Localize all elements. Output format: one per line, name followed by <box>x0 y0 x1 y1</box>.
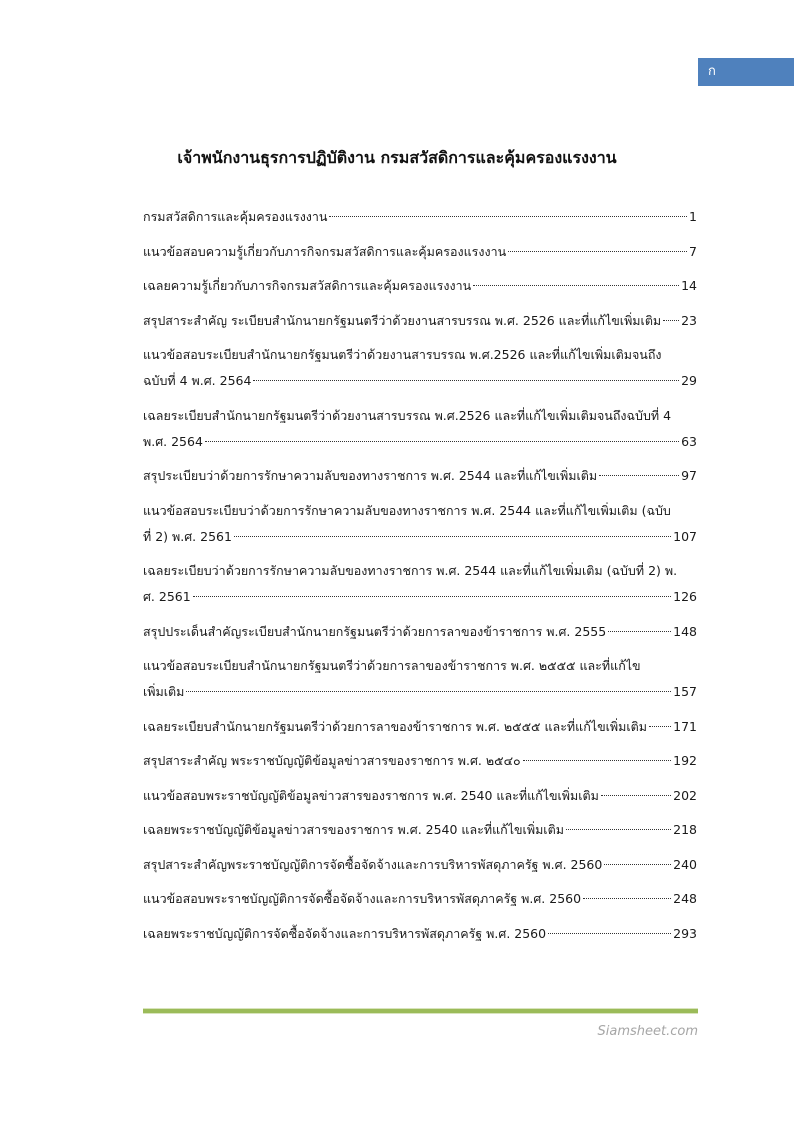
toc-entry-line <box>143 368 697 394</box>
dot-leader <box>193 596 671 597</box>
toc-page-number: 126 <box>673 589 697 604</box>
toc-entry[interactable] <box>143 308 697 334</box>
toc-entry-line <box>143 273 697 299</box>
dot-leader <box>329 216 687 217</box>
toc-page-number: 293 <box>673 925 697 941</box>
toc-page-number: 202 <box>673 787 697 803</box>
dot-leader <box>663 320 679 321</box>
dot-leader <box>604 864 671 865</box>
dot-leader <box>601 795 671 796</box>
dot-leader <box>253 380 679 381</box>
dot-leader <box>523 760 671 761</box>
toc-entry-line <box>143 619 697 645</box>
toc-page-number: 107 <box>673 528 697 544</box>
toc-entry[interactable] <box>143 619 697 645</box>
toc-entry-line <box>143 921 697 947</box>
toc-entry[interactable] <box>143 852 697 878</box>
dot-leader <box>205 441 679 442</box>
toc-entry-title: แนวข้อสอบพระราชบัญญัติการจัดซื้อจัดจ้างและการบริหารพัสดุภาครัฐ พ.ศ. 2560 <box>143 891 582 906</box>
toc-entry-line <box>143 817 697 843</box>
footer-brand: Siamsheet.com <box>597 1024 698 1039</box>
toc-entry-line <box>143 783 697 809</box>
toc-entry[interactable] <box>143 748 697 774</box>
footer-divider <box>143 1008 698 1014</box>
toc-entry-title: ที่ 2) พ.ศ. 2561 <box>143 528 232 544</box>
toc-entry-line <box>143 714 697 740</box>
page-marker: ก <box>708 64 716 79</box>
toc-entry-line <box>143 239 697 265</box>
toc-page-number: 14 <box>681 278 697 293</box>
toc-entry[interactable] <box>143 463 697 489</box>
toc-entry[interactable] <box>143 921 697 947</box>
toc-entry-line <box>143 679 697 705</box>
toc-entry-title: ศ. 2561 <box>143 589 191 604</box>
toc-entry[interactable] <box>143 817 697 843</box>
toc-entry-line <box>143 308 697 334</box>
toc-page-number: 1 <box>689 209 697 224</box>
toc-entry-title: กรมสวัสดิการและคุ้มครองแรงงาน <box>143 209 328 224</box>
dot-leader <box>548 933 671 934</box>
dot-leader <box>186 691 671 692</box>
toc-page-number: 29 <box>681 373 697 388</box>
toc-entry-title-line: เฉลยระเบียบว่าด้วยการรักษาความลับของทางราชการ พ.ศ. 2544 และที่แก้ไขเพิ่มเติม (ฉบับที่ 2) พ. <box>143 563 678 578</box>
dot-leader <box>508 251 687 252</box>
dot-leader <box>566 829 671 830</box>
page-number-tab <box>698 58 794 86</box>
toc-entry-title-line: แนวข้อสอบระเบียบว่าด้วยการรักษาความลับของทางราชการ พ.ศ. 2544 และที่แก้ไขเพิ่มเติม (ฉบับ <box>143 502 671 518</box>
toc-entry-line <box>143 204 697 230</box>
toc-entry-line <box>143 429 697 455</box>
toc-entry[interactable] <box>143 403 697 455</box>
toc-page-number: 157 <box>673 684 697 699</box>
table-of-contents <box>143 204 697 955</box>
dot-leader <box>649 726 671 727</box>
toc-entry-title: ฉบับที่ 4 พ.ศ. 2564 <box>143 373 252 388</box>
toc-entry-line <box>143 524 697 550</box>
toc-entry-title: พ.ศ. 2564 <box>143 433 203 449</box>
toc-page-number: 218 <box>673 822 697 837</box>
toc-entry-title: สรุปสาระสำคัญพระราชบัญญัติการจัดซื้อจัดจ้างและการบริหารพัสดุภาครัฐ พ.ศ. 2560 <box>143 856 603 872</box>
dot-leader <box>608 631 671 632</box>
toc-page-number: 23 <box>681 312 697 328</box>
toc-page-number: 7 <box>689 243 697 259</box>
dot-leader <box>599 475 679 476</box>
toc-entry-title: แนวข้อสอบพระราชบัญญัติข้อมูลข่าวสารของราชการ พ.ศ. 2540 และที่แก้ไขเพิ่มเติม <box>143 787 599 803</box>
toc-entry[interactable] <box>143 714 697 740</box>
toc-entry[interactable] <box>143 498 697 550</box>
toc-entry-title: เพิ่มเติม <box>143 684 185 699</box>
toc-entry-title: สรุปประเด็นสำคัญระเบียบสำนักนายกรัฐมนตรีว่าด้วยการลาของข้าราชการ พ.ศ. 2555 <box>143 623 607 639</box>
toc-page-number: 248 <box>673 891 697 906</box>
toc-entry[interactable] <box>143 342 697 394</box>
dot-leader <box>583 898 671 899</box>
toc-entry-title: สรุปสาระสำคัญ พระราชบัญญัติข้อมูลข่าวสารของราชการ พ.ศ. ๒๕๔๐ <box>143 753 521 768</box>
toc-entry-line <box>143 886 697 912</box>
toc-entry[interactable] <box>143 783 697 809</box>
toc-entry-title: แนวข้อสอบความรู้เกี่ยวกับภารกิจกรมสวัสดิการและคุ้มครองแรงงาน <box>143 243 507 259</box>
toc-entry-title-line: แนวข้อสอบระเบียบสำนักนายกรัฐมนตรีว่าด้วยงานสารบรรณ พ.ศ.2526 และที่แก้ไขเพิ่มเติมจนถึง <box>143 347 662 362</box>
toc-page-number: 148 <box>673 623 697 639</box>
toc-entry-title: เฉลยความรู้เกี่ยวกับภารกิจกรมสวัสดิการและคุ้มครองแรงงาน <box>143 278 472 293</box>
toc-entry[interactable] <box>143 273 697 299</box>
toc-entry-title: สรุประเบียบว่าด้วยการรักษาความลับของทางราชการ พ.ศ. 2544 และที่แก้ไขเพิ่มเติม <box>143 468 598 483</box>
toc-entry[interactable] <box>143 653 697 705</box>
toc-entry-title: เฉลยระเบียบสำนักนายกรัฐมนตรีว่าด้วยการลาของข้าราชการ พ.ศ. ๒๕๕๕ และที่แก้ไขเพิ่มเติม <box>143 718 647 734</box>
toc-page-number: 63 <box>681 433 697 449</box>
page-title: เจ้าพนักงานธุรการปฏิบัติงาน กรมสวัสดิการและคุ้มครองแรงงาน <box>177 148 617 167</box>
dot-leader <box>473 285 679 286</box>
toc-entry-line <box>143 584 697 610</box>
toc-page-number: 240 <box>673 856 697 872</box>
toc-entry-title: สรุปสาระสำคัญ ระเบียบสำนักนายกรัฐมนตรีว่าด้วยงานสารบรรณ พ.ศ. 2526 และที่แก้ไขเพิ่มเติม <box>143 312 662 328</box>
dot-leader <box>234 536 671 537</box>
toc-entry-line <box>143 852 697 878</box>
toc-page-number: 97 <box>681 468 697 483</box>
toc-entry[interactable] <box>143 886 697 912</box>
toc-entry-title-line: เฉลยระเบียบสำนักนายกรัฐมนตรีว่าด้วยงานสารบรรณ พ.ศ.2526 และที่แก้ไขเพิ่มเติมจนถึงฉบับที่ 4 <box>143 407 672 423</box>
toc-entry-title: เฉลยพระราชบัญญัติข้อมูลข่าวสารของราชการ พ.ศ. 2540 และที่แก้ไขเพิ่มเติม <box>143 822 564 837</box>
toc-entry-line <box>143 748 697 774</box>
toc-entry[interactable] <box>143 239 697 265</box>
toc-page-number: 171 <box>673 718 697 734</box>
toc-entry[interactable] <box>143 558 697 610</box>
toc-entry-title: เฉลยพระราชบัญญัติการจัดซื้อจัดจ้างและการบริหารพัสดุภาครัฐ พ.ศ. 2560 <box>143 925 547 941</box>
toc-entry-line <box>143 463 697 489</box>
toc-page-number: 192 <box>673 753 697 768</box>
toc-entry[interactable] <box>143 204 697 230</box>
toc-entry-title-line: แนวข้อสอบระเบียบสำนักนายกรัฐมนตรีว่าด้วยการลาของข้าราชการ พ.ศ. ๒๕๕๕ และที่แก้ไข <box>143 658 641 673</box>
